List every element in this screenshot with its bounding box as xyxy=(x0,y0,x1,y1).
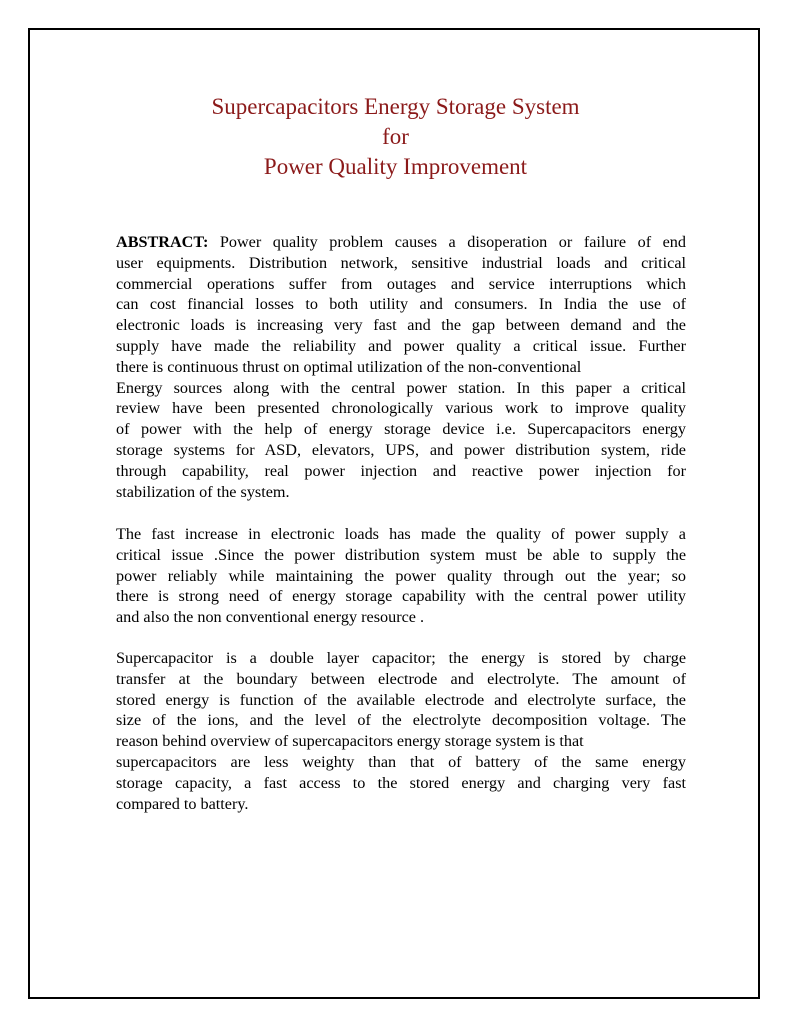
paragraph-line: supercapacitors are less weighty than that of battery of the same energy xyxy=(116,752,686,771)
abstract-line: electronic loads is increasing very fast and the gap between demand and the xyxy=(116,316,686,335)
paragraph-line: size of the ions, and the level of the electrolyte decomposition voltage. The xyxy=(116,711,686,730)
body-paragraph-3 xyxy=(116,648,686,814)
abstract-label: ABSTRACT: xyxy=(116,233,209,251)
abstract-line: supply have made the reliability and power quality a critical issue. Further xyxy=(116,336,686,355)
paragraph-line: storage capacity, a fast access to the stored energy and charging very fast xyxy=(116,773,686,792)
abstract-line: user equipments. Distribution network, sensitive industrial loads and critical xyxy=(116,253,686,272)
abstract-line: can cost financial losses to both utility and consumers. In India the use of xyxy=(116,295,686,314)
abstract-line: storage systems for ASD, elevators, UPS, and power distribution system, ride xyxy=(116,440,686,459)
abstract-line xyxy=(116,232,686,253)
abstract-line: stabilization of the system. xyxy=(116,482,290,501)
abstract-line: of power with the help of energy storage device i.e. Supercapacitors energy xyxy=(116,420,686,439)
paragraph-line: there is strong need of energy storage capability with the central power utility xyxy=(116,587,686,606)
abstract-line-text: Power quality problem causes a disoperation or failure of end xyxy=(208,233,686,251)
body-paragraph-2 xyxy=(116,524,686,628)
abstract-line: commercial operations suffer from outages and service interruptions which xyxy=(116,274,686,293)
paragraph-line: stored energy is function of the available electrode and electrolyte surface, the xyxy=(116,690,686,709)
abstract-line: Energy sources along with the central power station. In this paper a critical xyxy=(116,378,686,397)
abstract-line: review have been presented chronologically various work to improve quality xyxy=(116,399,686,418)
title-line-1: Supercapacitors Energy Storage System xyxy=(211,94,580,119)
title-line-2: for xyxy=(382,124,409,149)
paragraph-line: and also the non conventional energy resource . xyxy=(116,608,425,627)
document-title xyxy=(0,92,791,182)
paragraph-line: The fast increase in electronic loads has made the quality of power supply a xyxy=(116,525,686,543)
abstract-line: there is continuous thrust on optimal utilization of the non-conventional xyxy=(116,357,582,376)
paragraph-line: critical issue .Since the power distribution system must be able to supply the xyxy=(116,545,686,564)
abstract-paragraph xyxy=(116,232,686,502)
title-line-3: Power Quality Improvement xyxy=(263,154,528,179)
paragraph-line: power reliably while maintaining the power quality through out the year; so xyxy=(116,566,686,585)
paragraph-line: reason behind overview of supercapacitors energy storage system is that xyxy=(116,732,584,751)
abstract-line: through capability, real power injection and reactive power injection for xyxy=(116,461,686,480)
paragraph-line: compared to battery. xyxy=(116,794,249,813)
paragraph-line: transfer at the boundary between electrode and electrolyte. The amount of xyxy=(116,669,686,688)
paragraph-line: Supercapacitor is a double layer capacitor; the energy is stored by charge xyxy=(116,649,686,667)
